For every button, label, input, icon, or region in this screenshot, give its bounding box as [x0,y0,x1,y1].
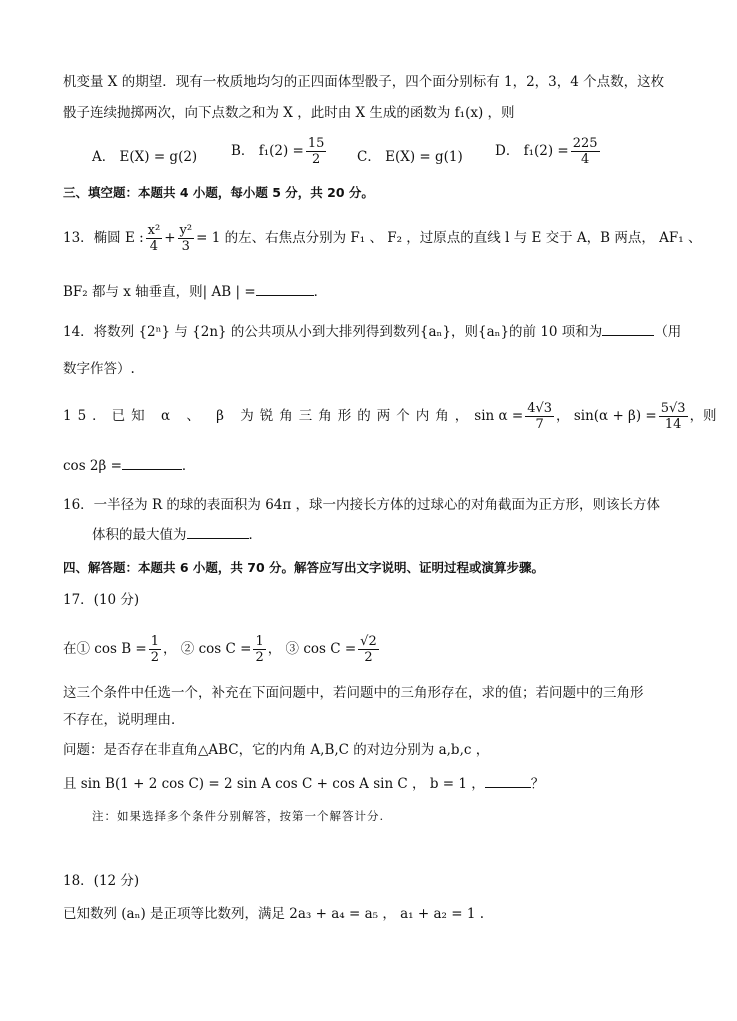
fraction-numerator: y² [179,223,193,238]
fraction-denominator: 4 [149,239,159,254]
q12-option-c: C． E(X) = g(1) [357,149,463,165]
fraction-numerator: 15 [307,136,325,151]
q17-note: 注：如果选择多个条件分别解答，按第一个解答计分. [92,809,385,823]
fraction-numerator: 4√3 [527,401,553,416]
q17-body-3: 问题：是否存在非直角△ABC，它的内角 A,B,C 的对边分别为 a,b,c ， [63,742,490,758]
fraction-numerator: 1 [255,634,264,649]
q12-option-b-label: B． f₁(2) = [231,143,304,159]
fraction-denominator: 14 [664,417,682,432]
q12-option-d [495,137,602,166]
q13-line2 [63,283,327,301]
q15-sin-sum: ， sin(α + β) = [556,408,657,424]
q12-option-b-fraction [306,137,327,166]
q15-line1 [63,402,717,431]
period: ． [313,284,328,300]
fraction-numerator: 1 [150,634,160,649]
period: ． [181,458,196,474]
q14-text-end: （用 [654,324,682,340]
q15-end: ，则 [689,408,717,424]
fraction-denominator: 7 [535,417,544,432]
fraction-denominator: 2 [150,650,160,665]
q13-text: = 1 的左、右焦点分别为 F₁ 、 F₂ ，过原点的直线 l 与 E 交于 A，B 两点， AF₁ 、 [196,230,702,246]
q14-line1 [63,323,681,341]
fraction-denominator: 2 [364,650,373,665]
condition-3-fraction [358,635,379,664]
answer-blank [485,786,531,788]
condition-1-label: 在① cos B = [63,641,147,657]
q15-prefix: 15．已知 α 、 β 为锐角三角形的两个内角， [63,408,475,424]
fraction-denominator: 2 [311,152,321,167]
q12-option-d-fraction [571,137,600,166]
q13-fraction-y [178,224,195,253]
q15-fraction-1 [525,402,554,431]
q16-text-2: 体积的最大值为 [92,527,187,543]
answer-blank [256,294,314,296]
q14-line2: 数字作答）. [63,361,135,377]
condition-2-fraction [253,635,265,664]
q12-line2: 骰子连续抛掷两次，向下点数之和为 X ，此时由 X 生成的函数为 f₁(x) ，则 [63,105,515,121]
q12-option-a: A． E(X) = g(2) [92,149,198,165]
answer-blank [187,537,249,539]
fraction-denominator: 2 [255,650,264,665]
q15-text-2: cos 2β = [63,458,122,474]
q17-heading: 17．(10 分) [63,592,140,608]
q13-line1 [63,224,702,253]
plus-sign: + [164,230,176,246]
q12-option-b [231,137,328,166]
q16-line2 [92,526,262,544]
condition-1-fraction [149,635,161,664]
fraction-numerator: x² [147,223,161,238]
q13-prefix: 13．椭圆 E : [63,230,144,246]
q13-text-2: BF₂ 都与 x 轴垂直，则| AB | = [63,284,256,300]
q17-conditions [63,635,381,664]
condition-3-label: ， ③ cos C = [267,641,357,657]
q12-option-d-label: D． f₁(2) = [495,143,569,159]
q12-line1: 机变量 X 的期望．现有一枚质地均匀的正四面体型骰子，四个面分别标有 1，2，3，4 个点数，这枚 [63,74,665,90]
q15-sin-alpha: sin α = [474,408,524,424]
answer-blank [602,334,654,336]
q17-body-4 [63,775,544,793]
q18-heading: 18．(12 分) [63,873,140,889]
section-heading-fill-in: 三、填空题：本题共 4 小题，每小题 5 分，共 20 分。 [63,185,374,200]
answer-blank [122,468,182,470]
q16-line1: 16．一半径为 R 的球的表面积为 64π ，球一内接长方体的过球心的对角截面为正方形，则该长方体 [63,497,661,513]
q17-body-1: 这三个条件中任选一个，补充在下面问题中，若问题中的三角形存在，求的值；若问题中的三角形 [63,685,644,701]
section-heading-solutions: 四、解答题：本题共 6 小题，共 70 分。解答应写出文字说明、证明过程或演算步骤。 [63,560,545,575]
q18-body: 已知数列 (aₙ) 是正项等比数列，满足 2a₃ + a₄ = a₅ ， a₁ + a₂ = 1 . [63,906,485,922]
period: ． [248,527,262,543]
fraction-numerator: √2 [360,634,377,649]
q13-fraction-x [146,224,163,253]
fraction-numerator: 225 [572,136,598,151]
q14-text: 14．将数列 {2ⁿ} 与 {2n} 的公共项从小到大排列得到数列{aₙ}，则{aₙ}的前 10 项和为 [63,324,603,340]
fraction-denominator: 4 [581,152,590,167]
q17-condition-text: 且 sin B(1 + 2 cos C) = 2 sin A cos C + cos A sin C ， b = 1 ， [63,776,485,792]
question-mark: ？ [530,776,545,792]
condition-2-label: ， ② cos C = [163,641,252,657]
q15-line2 [63,457,195,475]
fraction-denominator: 3 [181,239,190,254]
fraction-numerator: 5√3 [660,401,686,416]
q15-fraction-2 [659,402,688,431]
q17-body-2: 不存在，说明理由． [63,712,185,728]
